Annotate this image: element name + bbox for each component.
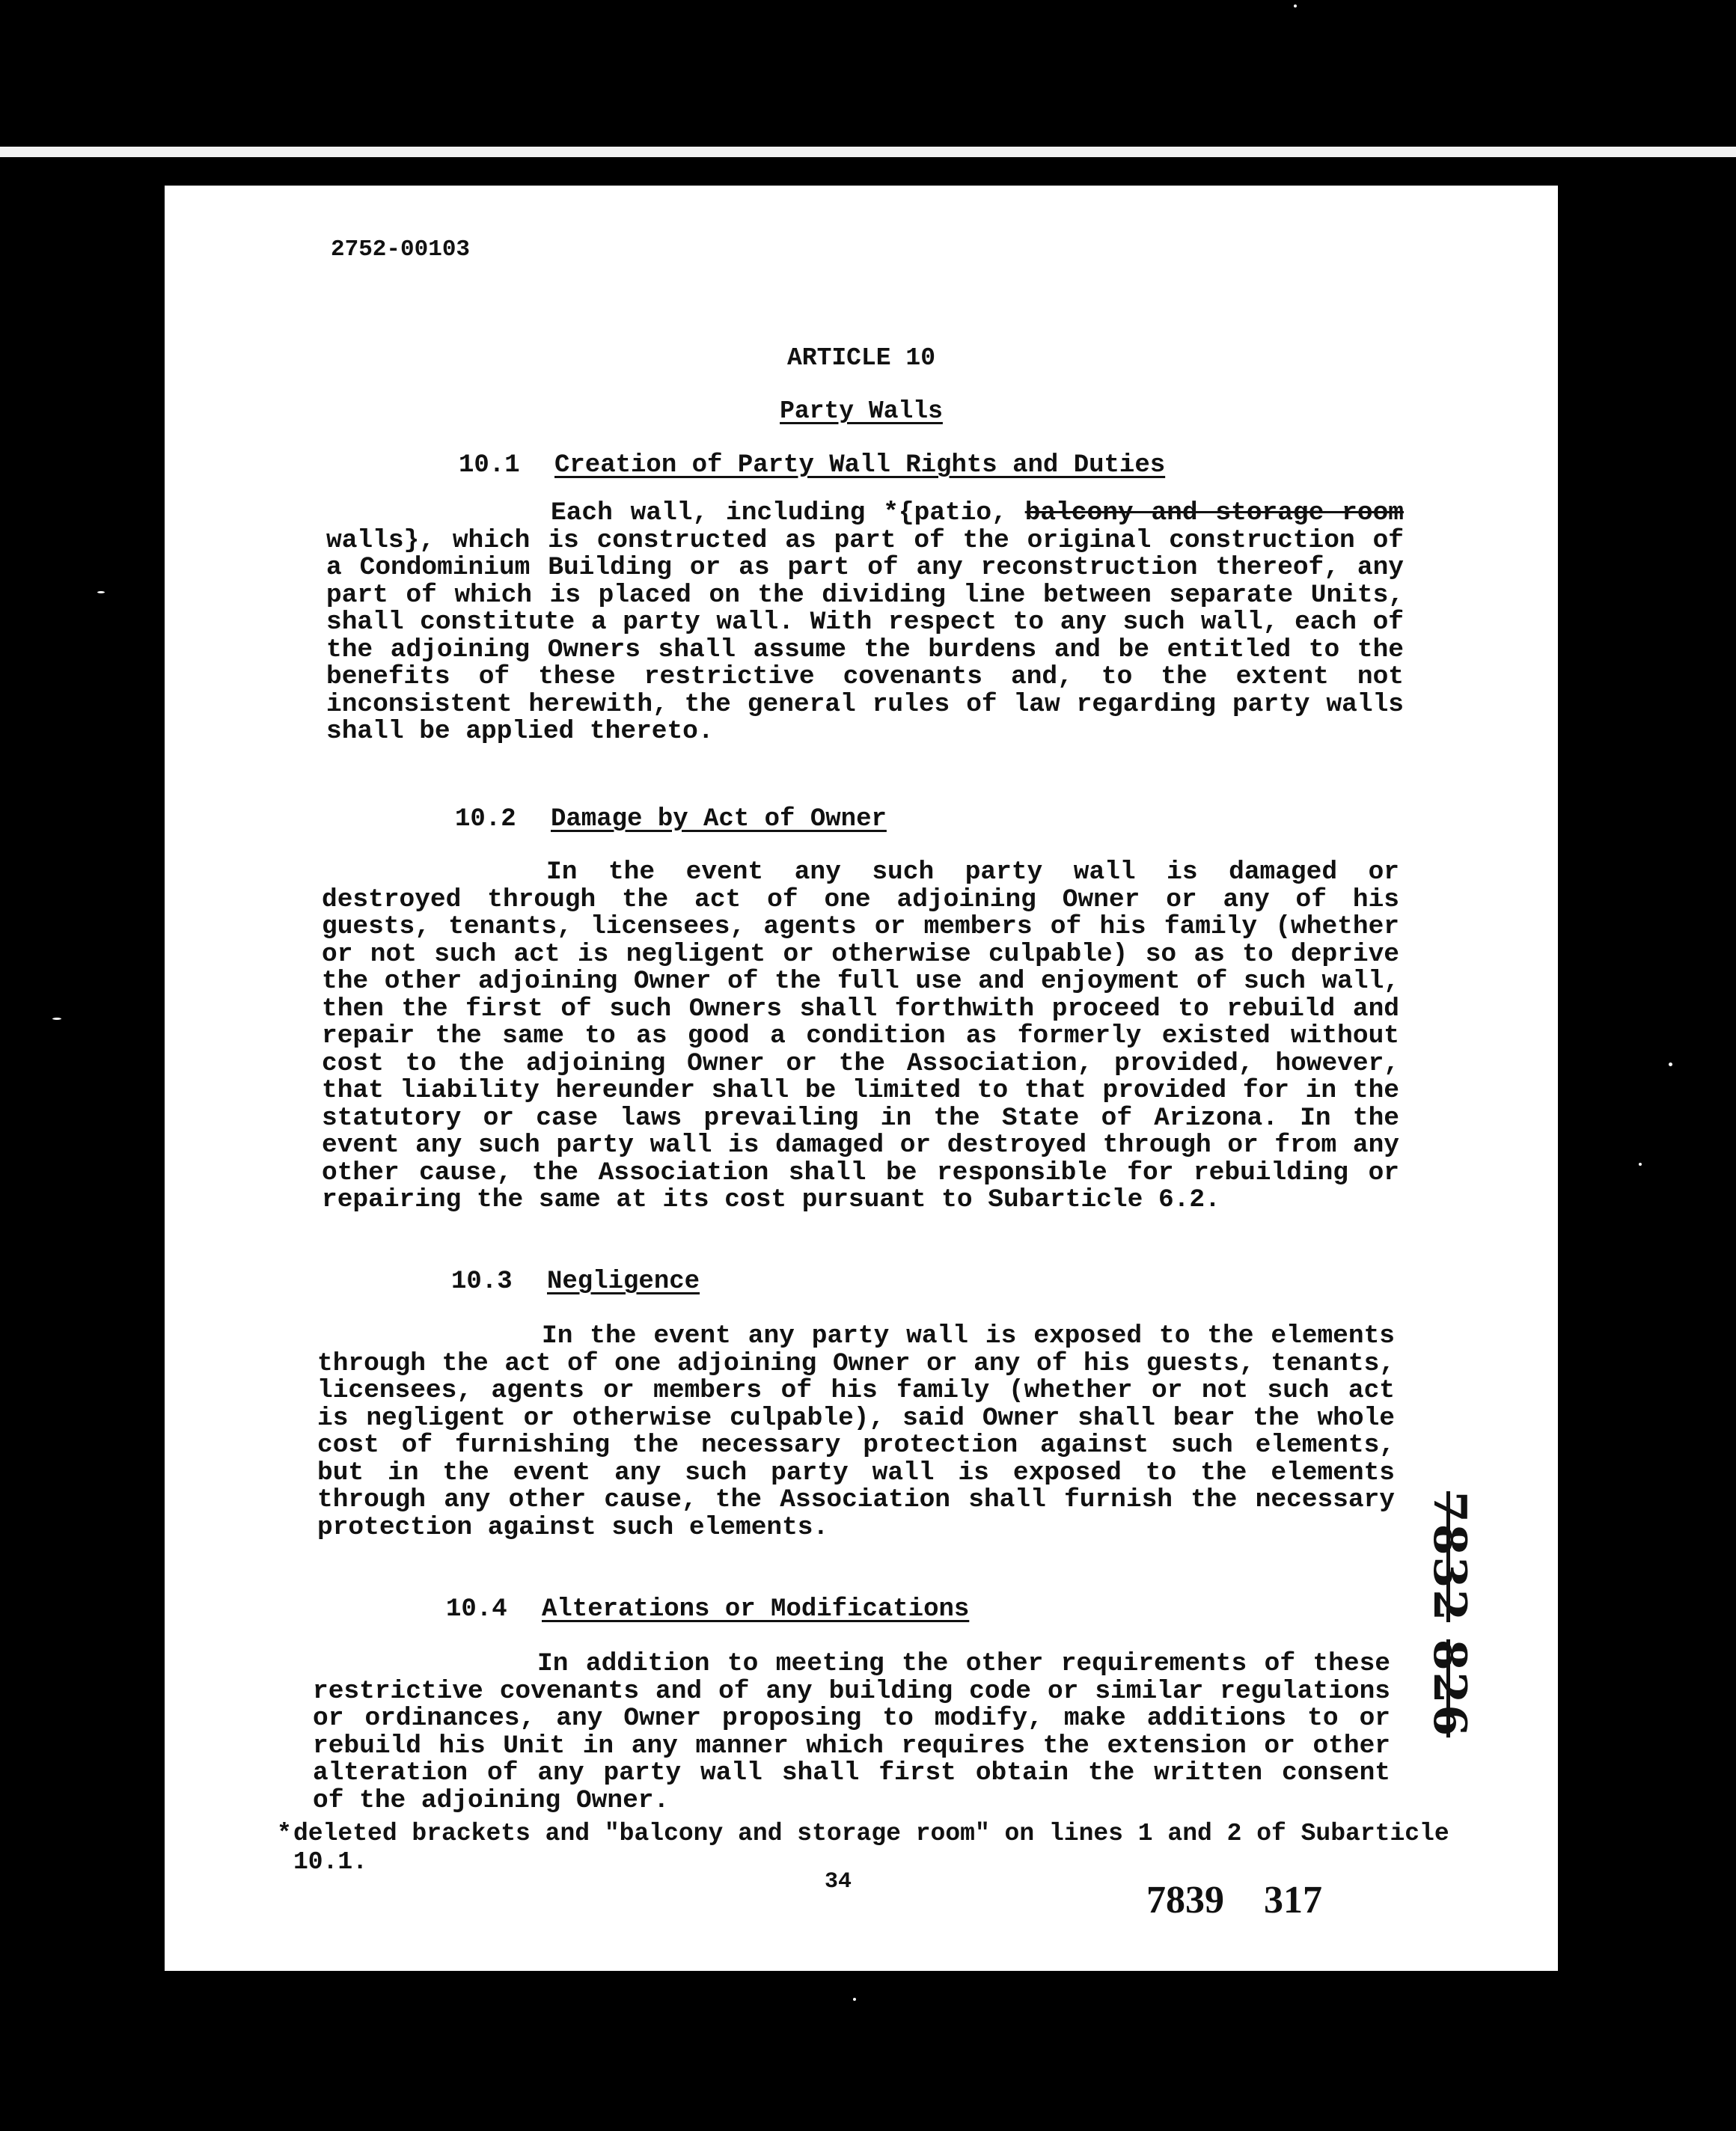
section-heading-10-2 <box>455 805 887 834</box>
section-number: 10.1 <box>459 451 520 480</box>
paragraph-text: In the event any such party wall is damaged or destroyed through the act of one adjoining Owner or any of his guests, tenants, licensees, agents or members of his family (whether or not such act is negligent or otherwise culpable) so as to deprive the other adjoining Owner of the full use and enjoyment of such wall, then the first of such Owners shall forthwith proceed to rebuild and repair the same to as good a condition as formerly existed without cost to the adjoining Owner or the Association, provided, however, that liability hereunder shall be limited to that provided for in the statutory or case laws prevailing in the State of Arizona. In the event any such party wall is damaged or destroyed through or from any other cause, the Association shall be responsible for rebuilding or repairing the same at its cost pursuant to Subarticle 6.2. <box>322 857 1399 1214</box>
section-number: 10.4 <box>446 1595 507 1624</box>
margin-number: 826 <box>1423 1639 1476 1738</box>
paragraph-text: In addition to meeting the other requirements of these restrictive covenants and of any building code or similar regulations or ordinances, any Owner proposing to modify, make additions to or rebuild his Unit in any manner which requires the extension or other alteration of any party wall shall first obtain the written consent of the adjoining Owner. <box>313 1649 1390 1815</box>
section-number: 10.2 <box>455 805 516 834</box>
paragraph-lead: Each wall, including <box>551 498 884 528</box>
inserted-text: *{patio, <box>883 498 1025 528</box>
section-title: Creation of Party Wall Rights and Duties <box>554 451 1166 480</box>
scan-speck <box>52 1018 61 1020</box>
article-title-text: Party Walls <box>780 397 943 425</box>
scan-edge-band <box>0 147 1736 157</box>
section-heading-10-3 <box>451 1268 700 1296</box>
section-title: Damage by Act of Owner <box>551 805 887 834</box>
scan-speck <box>1294 4 1297 7</box>
scan-speck <box>853 1998 856 2001</box>
scan-speck <box>1669 1063 1672 1066</box>
article-title <box>165 397 1558 425</box>
footnote-marker: * <box>277 1820 292 1847</box>
section-title: Alterations or Modifications <box>542 1595 970 1624</box>
section-number: 10.3 <box>451 1268 513 1296</box>
paragraph-text: In the event any party wall is exposed to the elements through the act of one adjoining Owner or any of his guests, tenants, licensees, agents or members of his family (whether or not such act is negligent or otherwise culpable), said Owner shall bear the whole cost of furnishing the necessary protection against such elements, but in the event any such party wall is exposed to the elements through any other cause, the Association shall furnish the necessary protection against such elements. <box>317 1321 1395 1542</box>
section-paragraph-10-3 <box>317 1323 1395 1541</box>
section-paragraph-10-4 <box>313 1651 1390 1814</box>
section-paragraph-10-1 <box>326 500 1404 746</box>
page-number: 34 <box>825 1869 852 1895</box>
section-paragraph-10-2 <box>322 859 1399 1214</box>
book-page-stamp: 7839 317 <box>1146 1879 1322 1921</box>
article-number: ARTICLE 10 <box>786 344 936 372</box>
footnote <box>277 1820 1461 1877</box>
scan-speck <box>97 591 105 593</box>
section-title: Negligence <box>547 1268 700 1296</box>
section-heading-10-1 <box>459 451 1165 480</box>
margin-handwritten-note <box>1423 1491 1476 1737</box>
scan-speck <box>1639 1163 1642 1166</box>
footnote-text: deleted brackets and "balcony and storage room" on lines 1 and 2 of Subarticle 10.1. <box>293 1820 1449 1876</box>
paragraph-rest: walls}, which is constructed as part of the original construction of a Condominium Building or as part of any reconstruction thereof, any part of which is placed on the dividing line between separate Units, shall constitute a party wall. With respect to any such wall, each of the adjoining Owners shall assume the burdens and be entitled to the benefits of these restrictive covenants and, to the extent not inconsistent herewith, the general rules of law regarding party walls shall be applied thereto. <box>326 525 1404 746</box>
document-id: 2752-00103 <box>331 236 471 263</box>
section-heading-10-4 <box>446 1595 969 1624</box>
document-page <box>165 186 1558 1971</box>
struck-text: balcony and storage room <box>1024 498 1404 528</box>
margin-struck-number: 7832 <box>1423 1491 1476 1622</box>
